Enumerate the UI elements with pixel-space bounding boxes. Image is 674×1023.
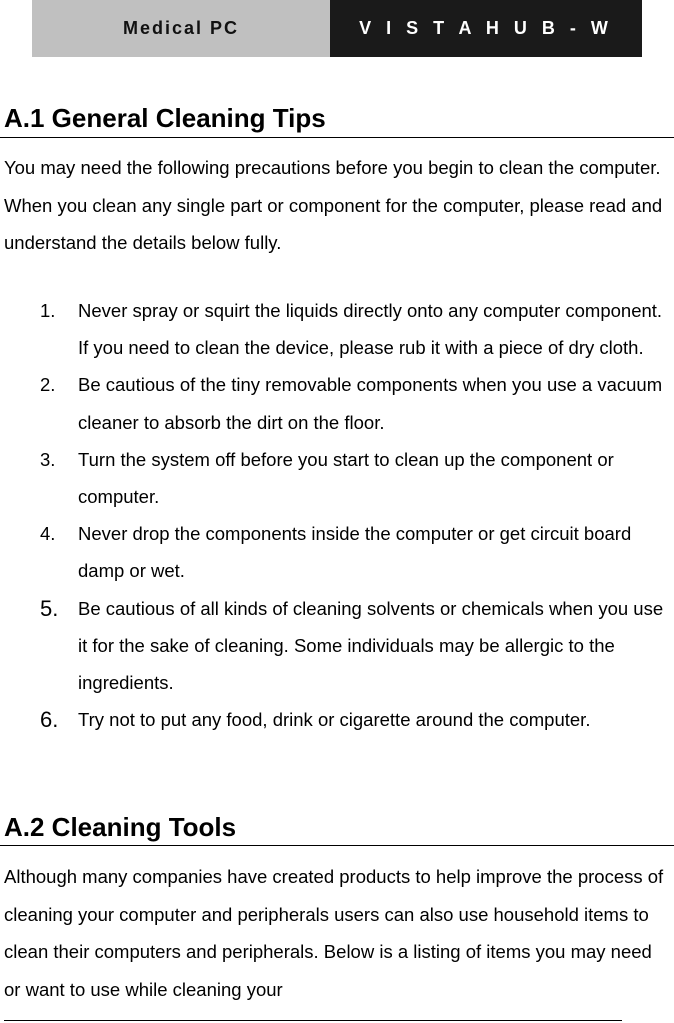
list-item-number: 6. <box>40 707 59 733</box>
header-tab-model: V I S T A H U B - W <box>330 0 642 57</box>
list-item <box>0 292 674 366</box>
list-item-text: Be cautious of the tiny removable components when you use a vacuum cleaner to absorb the dirt on the floor. <box>78 374 663 433</box>
list-item-text: Never drop the components inside the computer or get circuit board damp or wet. <box>78 523 632 582</box>
page-header <box>32 0 642 57</box>
list-item <box>0 515 674 589</box>
list-item-number: 2. <box>40 374 56 396</box>
list-item-text: Turn the system off before you start to clean up the component or computer. <box>78 448 614 508</box>
list-item-number: 5. <box>40 595 59 621</box>
list-item-text: Be cautious of all kinds of cleaning solvents or chemicals when you use it for the sake of cleaning. Some individuals may be allergic to the ingredients. <box>78 597 664 694</box>
section-intro-cleaning-tools: Although many companies have created products to help improve the process of cleaning your computer and peripherals users can also use household items to clean their computers and peripherals. Below is a listing of items you may need or want to use while cleaning your <box>4 866 664 1000</box>
list-item-text: Try not to put any food, drink or cigarette around the computer. <box>78 709 591 731</box>
section-title-cleaning-tools: A.2 Cleaning Tools <box>4 812 237 842</box>
section-divider <box>0 845 674 846</box>
list-item-number: 3. <box>40 448 56 470</box>
list-item <box>0 366 674 440</box>
section-divider <box>0 137 674 138</box>
section-intro-general-cleaning: You may need the following precautions before you begin to clean the computer. When you clean any single part or component for the computer, please read and understand the details below fully. <box>4 157 663 253</box>
list-item-number: 1. <box>40 300 56 321</box>
list-item-text: Never spray or squirt the liquids directly onto any computer component. If you need to clean the device, please rub it with a piece of dry cloth. <box>78 300 663 359</box>
footer-divider <box>4 1020 622 1021</box>
list-item <box>0 590 674 702</box>
cleaning-tips-list <box>0 292 674 738</box>
list-item-number: 4. <box>40 523 56 545</box>
section-title-general-cleaning-tips: A.1 General Cleaning Tips <box>4 103 326 133</box>
list-item <box>0 441 674 515</box>
list-item <box>0 701 674 738</box>
header-tab-medical-pc: Medical PC <box>32 0 330 57</box>
